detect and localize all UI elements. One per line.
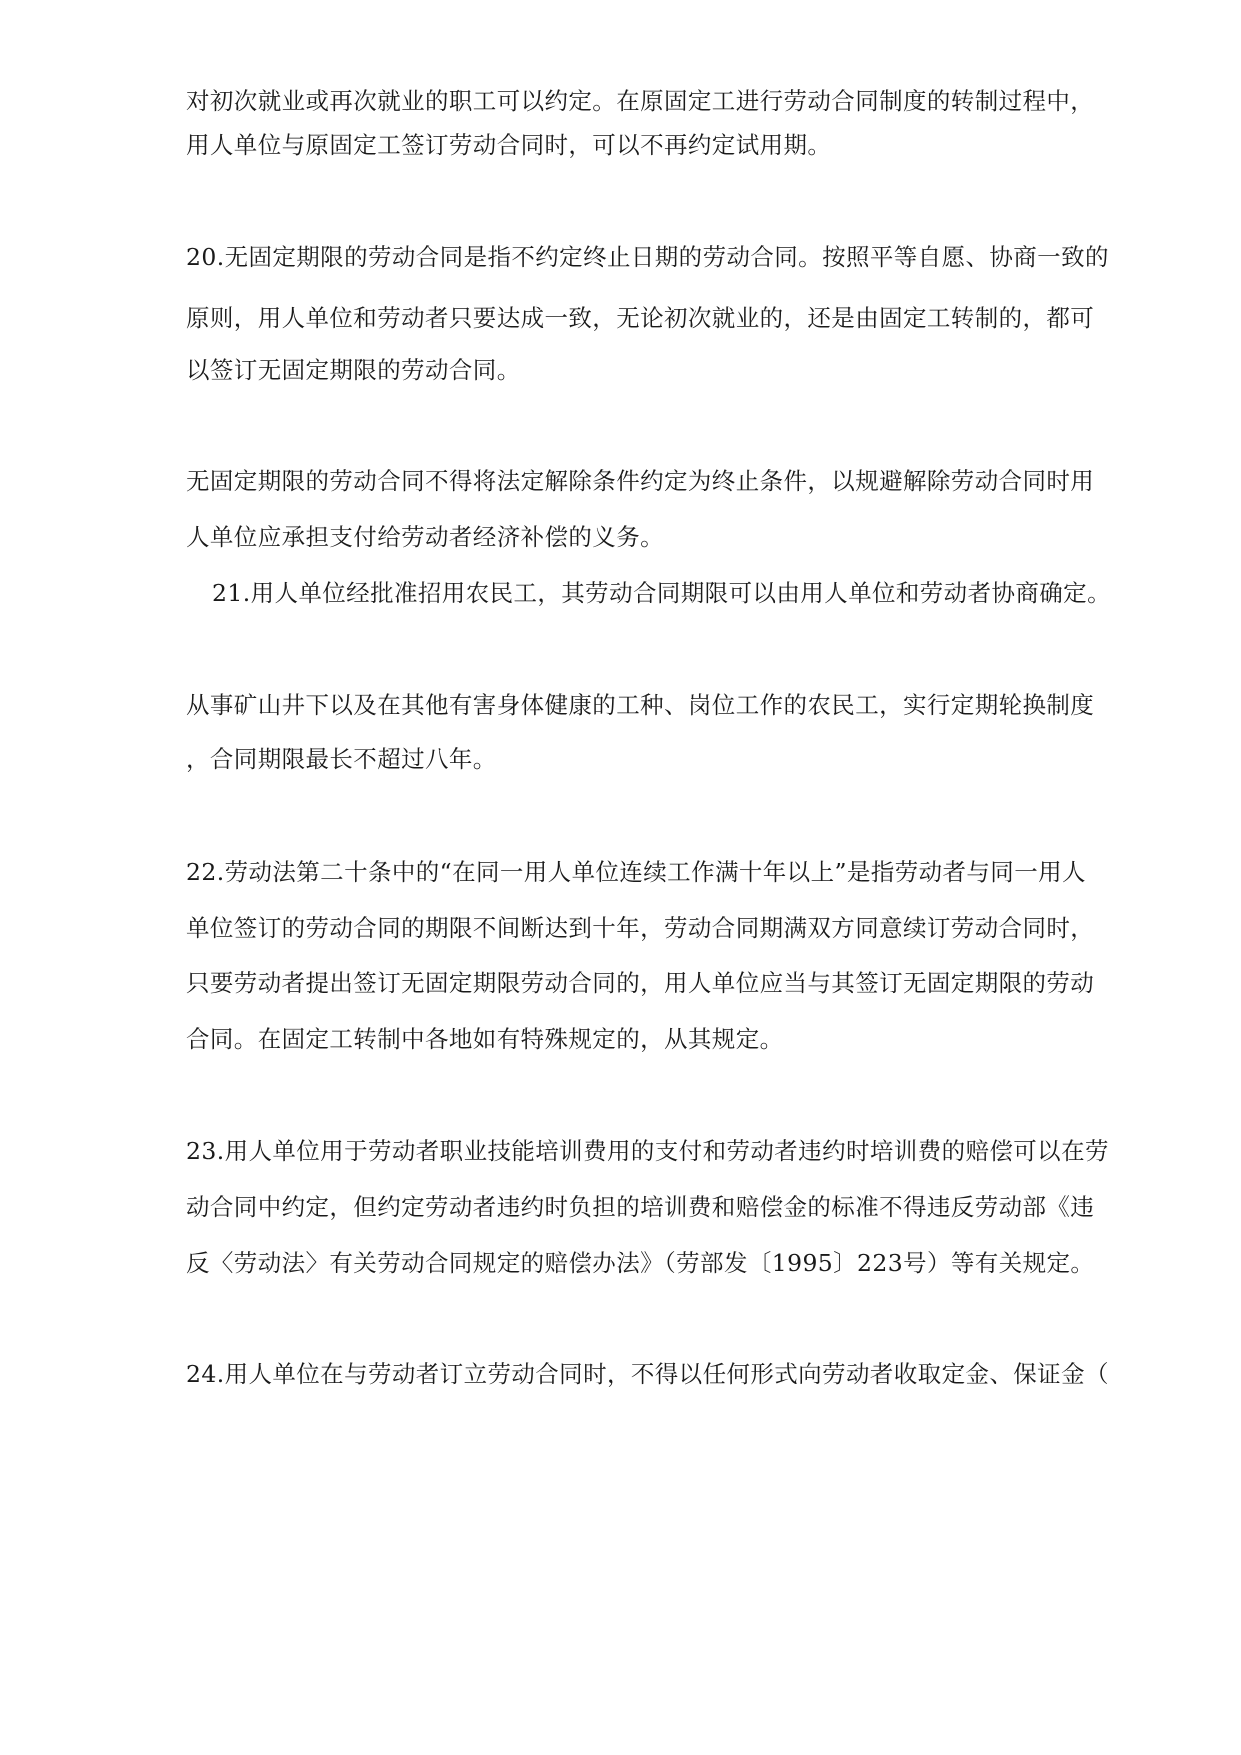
paragraph-23-line: 动合同中约定，但约定劳动者违约时负担的培训费和赔偿金的标准不得违反劳动部《违 [186,1193,1095,1221]
paragraph-line: 从事矿山井下以及在其他有害身体健康的工种、岗位工作的农民工，实行定期轮换制度 [186,691,1095,719]
paragraph-22-line: 单位签订的劳动合同的期限不间断达到十年，劳动合同期满双方同意续订劳动合同时， [186,914,1095,942]
paragraph-20-line: 原则，用人单位和劳动者只要达成一致，无论初次就业的，还是由固定工转制的，都可 [186,304,1095,332]
paragraph-22-line: 合同。在固定工转制中各地如有特殊规定的，从其规定。 [186,1025,784,1053]
paragraph-20-line: 以签订无固定期限的劳动合同。 [186,356,521,384]
text-line: 对初次就业或再次就业的职工可以约定。在原固定工进行劳动合同制度的转制过程中， [186,87,1095,115]
text-line: 用人单位与原固定工签订劳动合同时，可以不再约定试用期。 [186,131,832,159]
paragraph-23-line: 反〈劳动法〉有关劳动合同规定的赔偿办法》（劳部发〔1995〕223号）等有关规定。 [186,1249,1095,1277]
paragraph-20-line: 20.无固定期限的劳动合同是指不约定终止日期的劳动合同。按照平等自愿、协商一致的 [186,243,1109,271]
paragraph-22-line: 22.劳动法第二十条中的“在同一用人单位连续工作满十年以上”是指劳动者与同一用人 [186,858,1086,886]
paragraph-22-line: 只要劳动者提出签订无固定期限劳动合同的，用人单位应当与其签订无固定期限的劳动 [186,969,1095,997]
paragraph-line: 无固定期限的劳动合同不得将法定解除条件约定为终止条件，以规避解除劳动合同时用 [186,467,1095,495]
paragraph-24-line: 24.用人单位在与劳动者订立劳动合同时，不得以任何形式向劳动者收取定金、保证金（ [186,1360,1109,1388]
paragraph-23-line: 23.用人单位用于劳动者职业技能培训费用的支付和劳动者违约时培训费的赔偿可以在劳 [186,1137,1109,1165]
paragraph-line: ，合同期限最长不超过八年。 [186,745,497,773]
paragraph-line: 人单位应承担支付给劳动者经济补偿的义务。 [186,523,664,551]
paragraph-21-line: 21.用人单位经批准招用农民工，其劳动合同期限可以由用人单位和劳动者协商确定。 [212,579,1111,607]
